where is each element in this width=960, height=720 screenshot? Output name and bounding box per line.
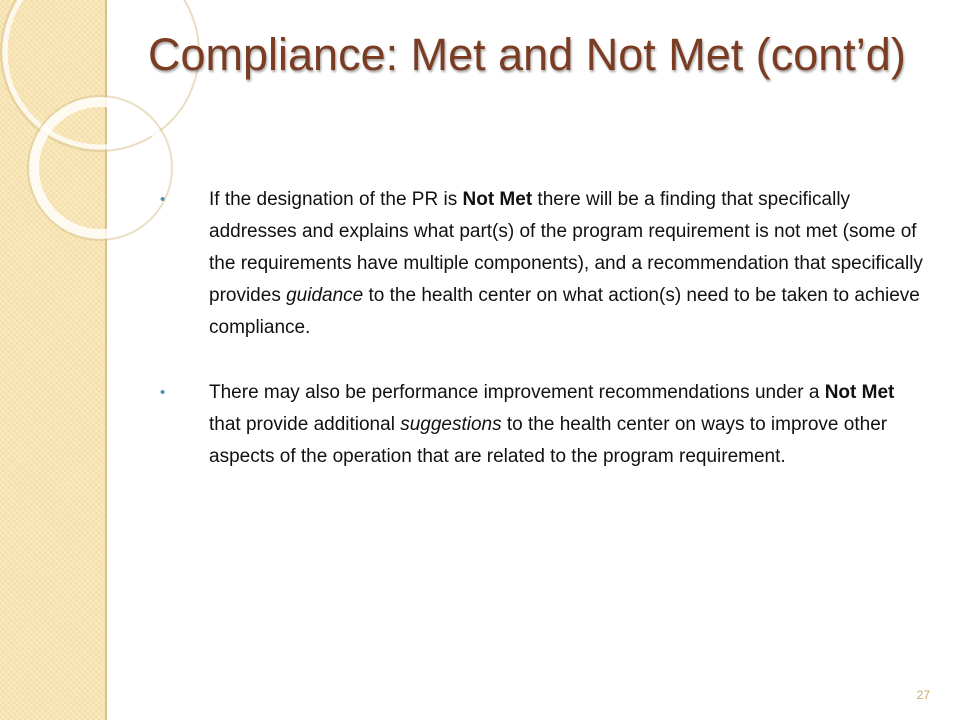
bullet-text	[209, 189, 923, 338]
bullet-item	[160, 377, 930, 473]
bullet-marker: •	[160, 191, 166, 208]
bullet-list	[160, 184, 930, 473]
bullet-text-italic: guidance	[286, 285, 364, 306]
bullet-text-segment: that provide additional	[209, 414, 401, 435]
bullet-text-bold: Not Met	[824, 382, 895, 403]
bullet-text-segment: If the designation of the PR is	[209, 189, 463, 210]
bullet-marker: •	[160, 384, 166, 401]
slide-title: Compliance: Met and Not Met (cont’d)	[148, 29, 906, 80]
bullet-item	[160, 184, 930, 344]
bullet-text-italic: suggestions	[400, 414, 502, 435]
bullet-text	[209, 382, 894, 467]
bullet-text-segment: to the health center on ways to improve other aspects of the operation that are related to the program requirement.	[209, 414, 888, 467]
bullet-text-segment: to the health center on what action(s) need to be taken to achieve compliance.	[209, 285, 920, 338]
bullet-text-segment: there will be a finding that specifically addresses and explains what part(s) of the program requirement is not met (some of the requirements have multiple components), and a recommendation that specifically provides	[209, 189, 923, 306]
page-number: 27	[916, 688, 930, 702]
decorative-circle-small-shadow	[28, 96, 172, 240]
bullet-text-segment: There may also be performance improvement recommendations under a	[209, 382, 825, 403]
bullet-text-bold: Not Met	[462, 189, 533, 210]
decorative-circle-small	[34, 102, 166, 234]
